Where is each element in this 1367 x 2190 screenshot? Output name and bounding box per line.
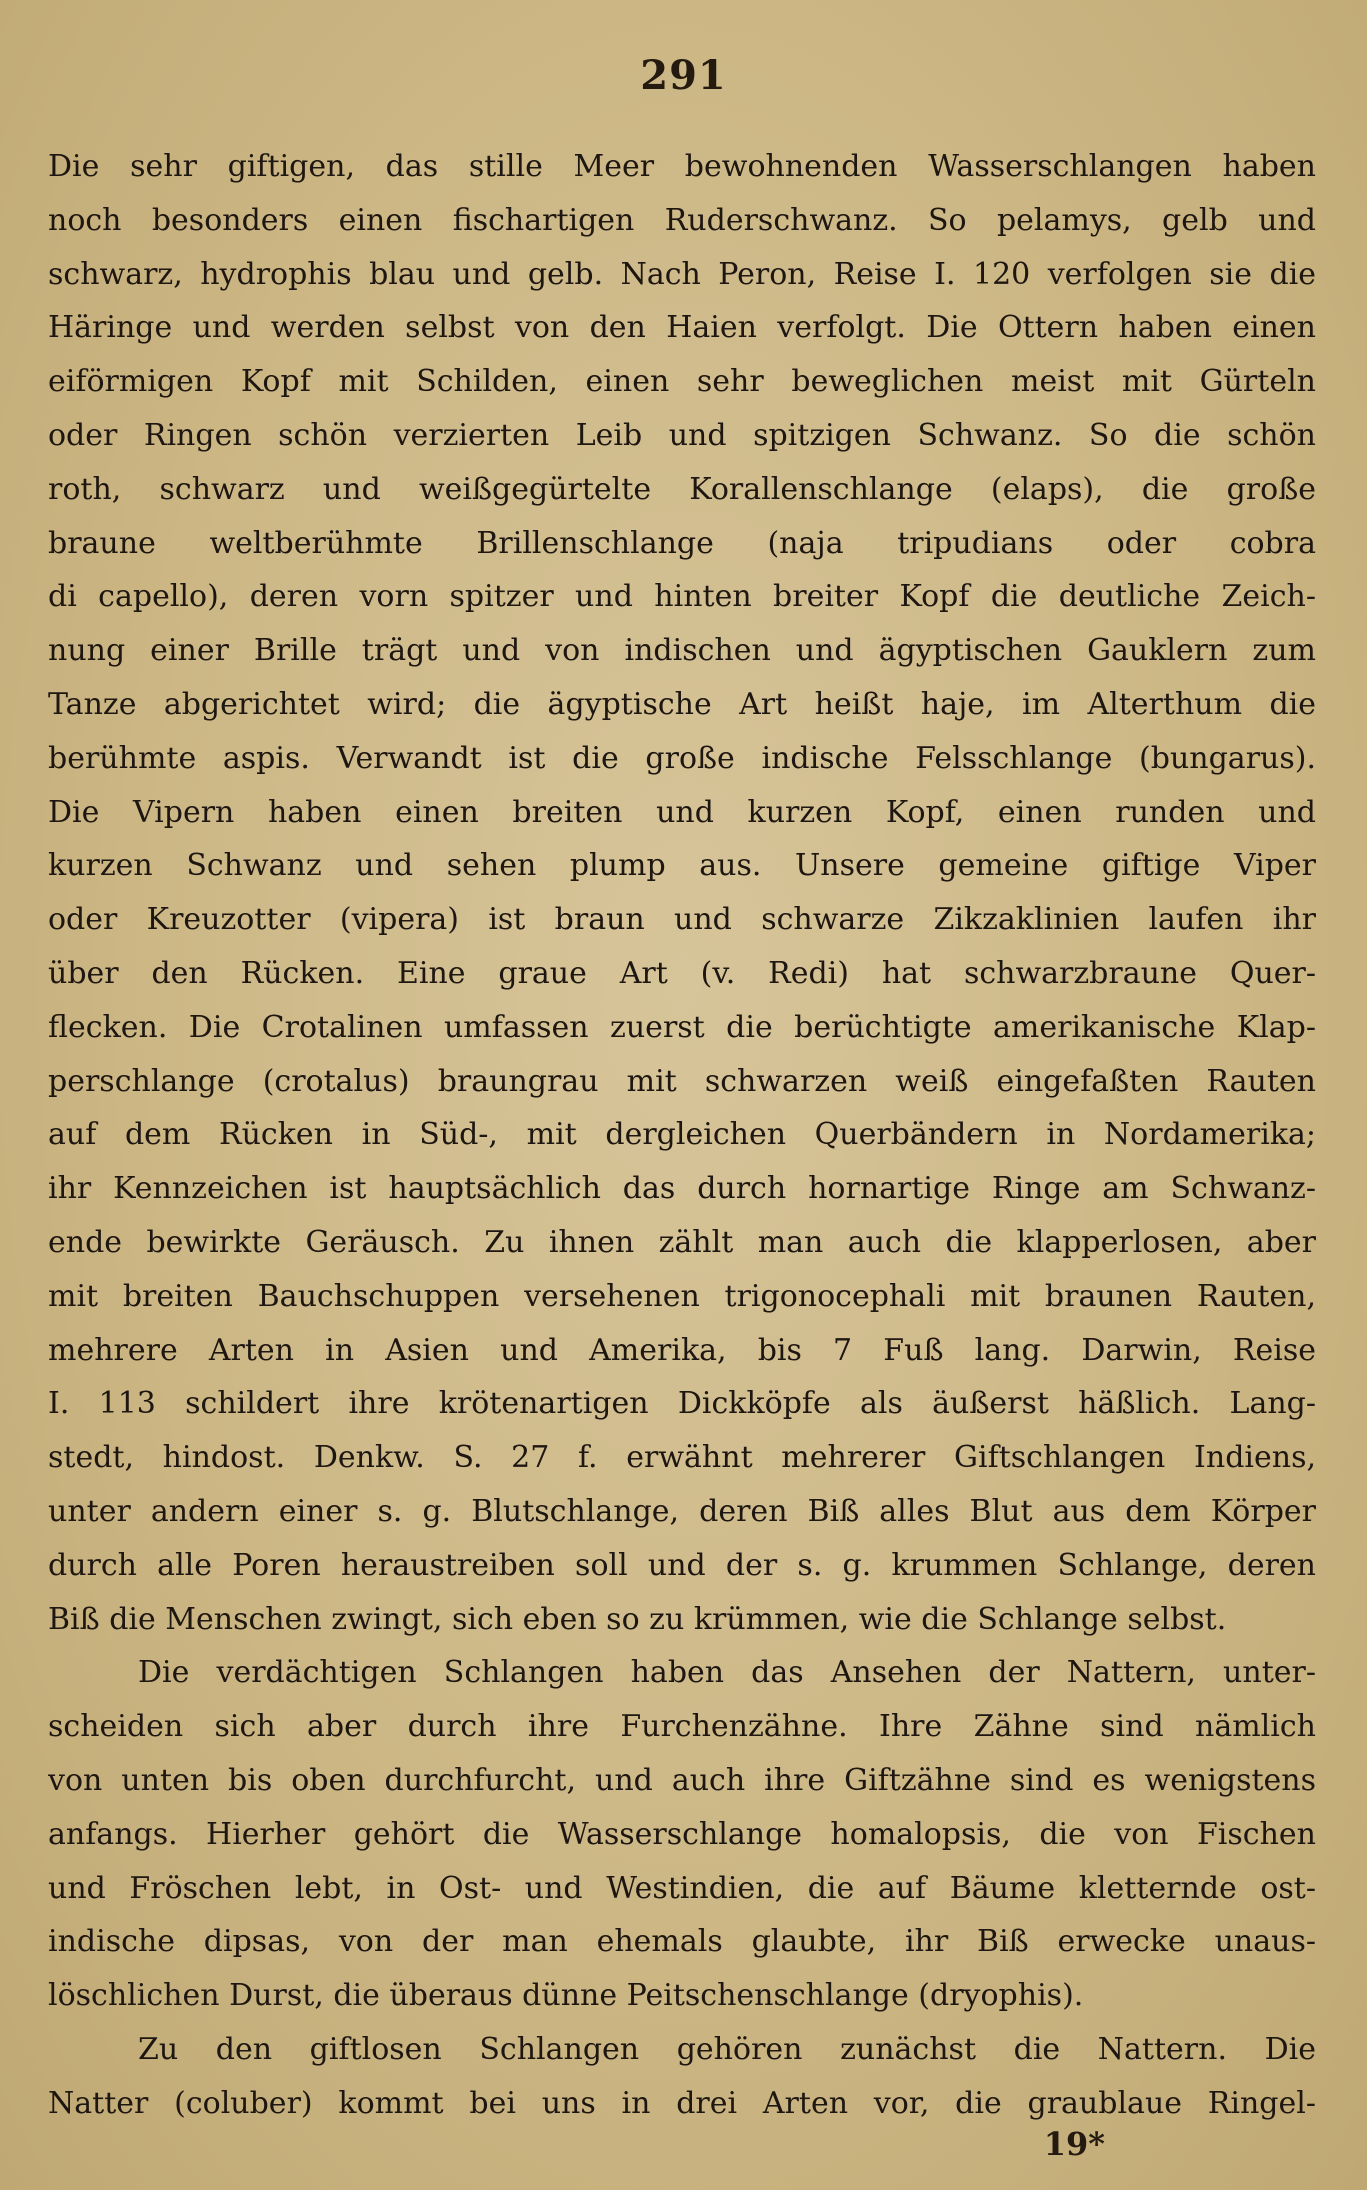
body-text bbox=[48, 140, 1316, 2130]
text-line: roth, schwarz und weißgegürtelte Korallenschlange (elaps), die große bbox=[48, 471, 1316, 507]
text-line: mehrere Arten in Asien und Amerika, bis 7 Fuß lang. Darwin, Reise bbox=[48, 1332, 1316, 1368]
text-line: anfangs. Hierher gehört die Wasserschlange homalopsis, die von Fischen bbox=[48, 1816, 1316, 1852]
text-line: mit breiten Bauchschuppen versehenen trigonocephali mit braunen Rauten, bbox=[48, 1278, 1316, 1314]
text-line: kurzen Schwanz und sehen plump aus. Unsere gemeine giftige Viper bbox=[48, 848, 1316, 884]
text-line: noch besonders einen fischartigen Ruderschwanz. So pelamys, gelb und bbox=[48, 202, 1316, 238]
text-line: Tanze abgerichtet wird; die ägyptische Art heißt haje, im Alterthum die bbox=[48, 686, 1316, 722]
text-line: I. 113 schildert ihre krötenartigen Dickköpfe als äußerst häßlich. Lang- bbox=[48, 1386, 1316, 1422]
text-line: und Fröschen lebt, in Ost- und Westindien, die auf Bäume kletternde ost- bbox=[48, 1870, 1316, 1906]
text-line: oder Kreuzotter (vipera) ist braun und schwarze Zikzaklinien laufen ihr bbox=[48, 902, 1316, 938]
text-line: braune weltberühmte Brillenschlange (naja tripudians oder cobra bbox=[48, 525, 1316, 561]
text-line: Die sehr giftigen, das stille Meer bewohnenden Wasserschlangen haben bbox=[48, 149, 1316, 184]
text-line: eiförmigen Kopf mit Schilden, einen sehr beweglichen meist mit Gürteln bbox=[48, 364, 1316, 400]
text-line: flecken. Die Crotalinen umfassen zuerst die berüchtigte amerikanische Klap- bbox=[48, 1009, 1316, 1045]
text-line: indische dipsas, von der man ehemals glaubte, ihr Biß erwecke unaus- bbox=[48, 1924, 1316, 1960]
paragraph-venomous-snakes bbox=[48, 140, 1316, 1646]
text-line: löschlichen Durst, die überaus dünne Peitschenschlange (dryophis). bbox=[48, 1978, 1084, 2014]
text-line: di capello), deren vorn spitzer und hinten breiter Kopf die deutliche Zeich- bbox=[48, 579, 1316, 615]
paragraph-suspect-snakes bbox=[48, 1646, 1316, 2023]
text-line: Natter (coluber) kommt bei uns in drei Arten vor, die graublaue Ringel- bbox=[48, 2085, 1316, 2121]
text-line: ihr Kennzeichen ist hauptsächlich das durch hornartige Ringe am Schwanz- bbox=[48, 1171, 1316, 1207]
text-line: nung einer Brille trägt und von indischen und ägyptischen Gauklern zum bbox=[48, 633, 1316, 669]
text-line: berühmte aspis. Verwandt ist die große indische Felsschlange (bungarus). bbox=[48, 740, 1316, 776]
text-line: perschlange (crotalus) braungrau mit schwarzen weiß eingefaßten Rauten bbox=[48, 1063, 1316, 1099]
text-line: stedt, hindost. Denkw. S. 27 f. erwähnt mehrerer Giftschlangen Indiens, bbox=[48, 1440, 1316, 1476]
text-line: Die verdächtigen Schlangen haben das Ansehen der Nattern, unter- bbox=[138, 1655, 1316, 1691]
text-line: Zu den giftlosen Schlangen gehören zunächst die Nattern. Die bbox=[138, 2031, 1316, 2067]
signature-mark: 19* bbox=[1043, 2125, 1105, 2163]
text-line: oder Ringen schön verzierten Leib und spitzigen Schwanz. So die schön bbox=[48, 417, 1316, 453]
text-line: Häringe und werden selbst von den Haien verfolgt. Die Ottern haben einen bbox=[48, 310, 1316, 346]
text-line: durch alle Poren heraustreiben soll und der s. g. krummen Schlange, deren bbox=[48, 1547, 1316, 1583]
text-line: Die Vipern haben einen breiten und kurzen Kopf, einen runden und bbox=[48, 794, 1316, 830]
text-line: ende bewirkte Geräusch. Zu ihnen zählt man auch die klapperlosen, aber bbox=[48, 1224, 1316, 1260]
text-line: schwarz, hydrophis blau und gelb. Nach Peron, Reise I. 120 verfolgen sie die bbox=[48, 256, 1316, 292]
text-line: von unten bis oben durchfurcht, und auch ihre Giftzähne sind es wenigstens bbox=[48, 1762, 1316, 1798]
text-line: scheiden sich aber durch ihre Furchenzähne. Ihre Zähne sind nämlich bbox=[48, 1709, 1316, 1745]
text-line: unter andern einer s. g. Blutschlange, deren Biß alles Blut aus dem Körper bbox=[48, 1493, 1316, 1529]
page-number: 291 bbox=[640, 52, 727, 99]
text-line: auf dem Rücken in Süd-, mit dergleichen Querbändern in Nordamerika; bbox=[48, 1117, 1316, 1153]
text-line: über den Rücken. Eine graue Art (v. Redi) hat schwarzbraune Quer- bbox=[48, 955, 1316, 991]
text-line: Biß die Menschen zwingt, sich eben so zu krümmen, wie die Schlange selbst. bbox=[48, 1601, 1227, 1637]
paragraph-nonvenomous-snakes bbox=[48, 2023, 1316, 2131]
